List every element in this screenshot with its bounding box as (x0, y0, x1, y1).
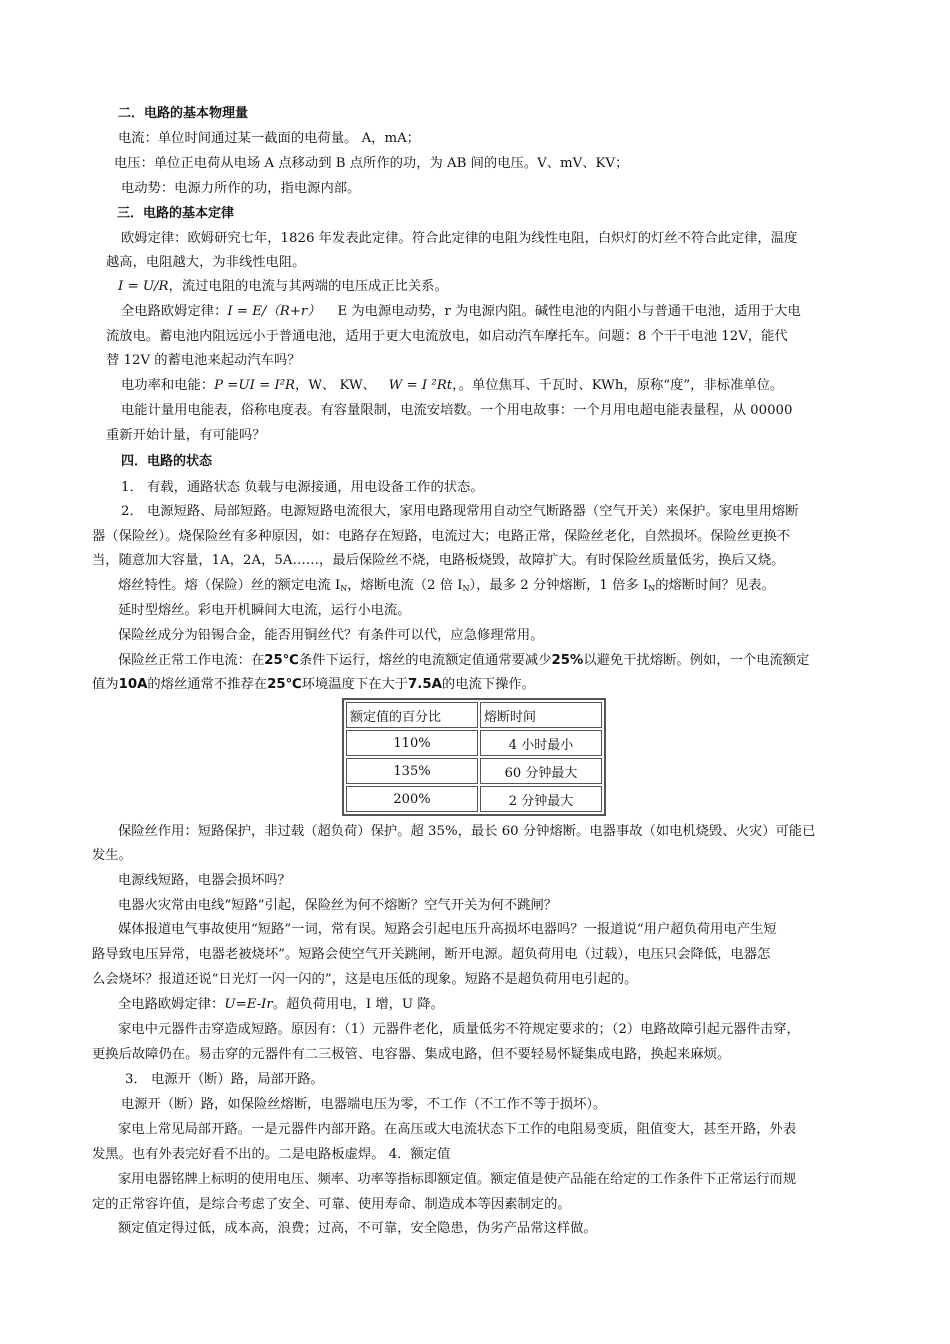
ohm-formula: I = U/R (118, 279, 169, 294)
power-desc: ，。单位焦耳、千瓦时、KWh，原称“度”，非标准单位。 (452, 378, 784, 393)
paragraph-line: 电压：单位正电荷从电场 A 点移动到 B 点所作的功，为 AB 间的电压。V、mV、KV； (114, 156, 629, 171)
table-row (346, 758, 602, 784)
formula-lead: 电功率和电能： (121, 378, 215, 393)
table-cell: 110% (346, 730, 478, 756)
paragraph-line: 3． 电源开（断）路，局部开路。 (125, 1072, 324, 1087)
paragraph-line: 1． 有载，通路状态 负载与电源接通，用电设备工作的状态。 (121, 480, 484, 495)
paragraph-line: 保险丝作用：短路保护，非过载（超负荷）保护。超 35%，最长 60 分钟熔断。电器事故（如电机烧毁、火灾）可能已 (118, 824, 816, 839)
bold-value: 25℃ (264, 653, 299, 668)
paragraph-line: 2． 电源短路、局部短路。电源短路电流很大，家用电路现常用自动空气断路器（空气开关）来保护。家电里用熔断 (121, 504, 799, 519)
paragraph-line: 流放电。蓄电池内阻远远小于普通电池，适用于更大电流放电，如启动汽车摩托车。问题：8 个干干电池 12V，能代 (106, 329, 788, 344)
power-formula: P =UI = I²R (214, 378, 296, 393)
fuse-table (342, 698, 606, 816)
paragraph-line: 额定值定得过低，成本高，浪费；过高，不可靠，安全隐患，伪劣产品常这样做。 (118, 1221, 597, 1236)
table-row (346, 786, 602, 812)
section-heading: 四．电路的状态 (121, 454, 213, 469)
text-run: 的熔断时间？见表。 (655, 578, 775, 593)
formula-desc: E 为电源电动势，r 为电源内阻。碱性电池的内阻小与普通干电池，适用于大电 (337, 304, 801, 319)
paragraph-line: 替 12V 的蓄电池来起动汽车吗？ (106, 353, 301, 368)
paragraph-line: 发生。 (92, 848, 132, 863)
section-heading: 二．电路的基本物理量 (118, 106, 249, 121)
text-run: 以避免干扰熔断。例如，一个电流额定 (583, 653, 810, 668)
paragraph-line: 电动势：电源力所作的功，指电源内部。 (121, 181, 361, 196)
paragraph-line: 越高，电阻越大，为非线性电阻。 (106, 255, 306, 270)
bold-value: 25% (551, 653, 584, 668)
paragraph-line (121, 376, 783, 396)
paragraph-line: 家电上常见局部开路。一是元器件内部开路。在高压或大电流状态下工作的电阻易变质，阻值变大，甚至开路，外表 (118, 1122, 797, 1137)
formula-lead: 全电路欧姆定律： (121, 304, 228, 319)
table-cell: 135% (346, 758, 478, 784)
full-ohm-formula: I = E/（R+r） (227, 304, 321, 319)
paragraph-line: 路导致电压异常，电器老被烧坏”。短路会使空气开关跳闸，断开电源。超负荷用电（过载），电压只会降低，电器怎 (92, 947, 771, 962)
subscript-n: N (462, 584, 470, 593)
paragraph-line (118, 576, 775, 599)
formula-lead: 全电路欧姆定律： (118, 997, 225, 1012)
paragraph-line: 欧姆定律：欧姆研究七年，1826 年发表此定律。符合此定律的电阻为线性电阻，白炽灯的灯丝不符合此定律，温度 (121, 231, 798, 246)
paragraph-line: 定的正常容许值，是综合考虑了安全、可靠、使用寿命、制造成本等因素制定的。 (92, 1197, 571, 1212)
text-run: 的电流下操作。 (441, 677, 535, 692)
paragraph-line: 重新开始计量，有可能吗？ (106, 428, 266, 443)
table-cell: 200% (346, 786, 478, 812)
table-cell: 4 小时最小 (480, 730, 602, 756)
ohm-formula-desc: ，流过电阻的电流与其两端的电压成正比关系。 (168, 279, 448, 294)
paragraph-line (118, 277, 448, 297)
section-heading: 三．电路的基本定律 (117, 206, 235, 221)
paragraph-line: 电流：单位时间通过某一截面的电荷量。 A，mA； (118, 131, 420, 146)
power-units: ，W、 KW、 (295, 378, 376, 393)
text-run: 值为 (92, 677, 119, 692)
text-run: ，熔断电流（2 倍 I (347, 578, 463, 593)
paragraph-line: 家用电器铭牌上标明的使用电压、频率、功率等指标即额定值。额定值是使产品能在给定的工作条件下正常运行而规 (118, 1172, 797, 1187)
paragraph-line: 保险丝成分为铅锡合金，能否用铜丝代？有条件可以代，应急修理常用。 (118, 628, 544, 643)
bold-value: 25℃ (267, 677, 302, 692)
paragraph-line (118, 651, 809, 671)
subscript-n: N (648, 584, 656, 593)
table-header-cell: 熔断时间 (480, 702, 602, 728)
text-run: 环境温度下在大于 (301, 677, 409, 692)
paragraph-line (92, 675, 535, 695)
bold-value: 7.5A (408, 677, 442, 692)
paragraph-line: 电源线短路，电器会损坏吗？ (118, 873, 291, 888)
paragraph-line: 媒体报道电气事故使用“短路”一词，常有误。短路会引起电压升高损坏电器吗？一报道说“用户超负荷用电产生短 (118, 922, 777, 937)
paragraph-line: 器（保险丝）。烧保险丝有多种原因，如：电路存在短路，电流过大；电路正常，保险丝老化，自然损坏。保险丝更换不 (92, 529, 791, 544)
table-header-row (346, 702, 602, 728)
bold-value: 10A (118, 677, 148, 692)
paragraph-line (118, 995, 444, 1015)
paragraph-line: 家电中元器件击穿造成短路。原因有：（1）元器件老化，质量低劣不符规定要求的；（2）电路故障引起元器件击穿， (118, 1022, 800, 1037)
text-run: 保险丝正常工作电流：在 (118, 653, 265, 668)
full-ohm-formula-2: U=E-Ir (224, 997, 273, 1012)
table-cell: 2 分钟最大 (480, 786, 602, 812)
paragraph-line: 当，随意加大容量，1A，2A，5A……，最后保险丝不烧，电路板烧毁，故障扩大。有时保险丝质量低劣，换后又烧。 (92, 553, 785, 568)
text-run: ），最多 2 分钟熔断，1 倍多 I (469, 578, 649, 593)
text-run: 条件下运行，熔丝的电流额定值通常要减少 (298, 653, 552, 668)
table-cell: 60 分钟最大 (480, 758, 602, 784)
subscript-n: N (340, 584, 348, 593)
energy-formula: W = I ²Rt (388, 378, 453, 393)
paragraph-line: 延时型熔丝。彩电开机瞬间大电流，运行小电流。 (118, 603, 411, 618)
text-run: 熔丝特性。熔（保险）丝的额定电流 I (118, 578, 341, 593)
paragraph-line: 么会烧坏？报道还说“日光灯一闪一闪的”，这是电压低的现象。短路不是超负荷用电引起的。 (92, 972, 638, 987)
paragraph-line: 更换后故障仍在。易击穿的元器件有二三极管、电容器、集成电路，但不要轻易怀疑集成电路，换起来麻烦。 (92, 1047, 731, 1062)
paragraph-line: 发黑。也有外表完好看不出的。二是电路板虚焊。 4．额定值 (92, 1147, 451, 1162)
paragraph-line: 电能计量用电能表，俗称电度表。有容量限制，电流安培数。一个用电故事：一个月用电超电能表量程，从 00000 (121, 403, 793, 418)
paragraph-line (121, 302, 801, 322)
table-header-cell: 额定值的百分比 (346, 702, 478, 728)
paragraph-line: 电源开（断）路，如保险丝熔断，电器端电压为零，不工作（不工作不等于损坏）。 (121, 1097, 607, 1112)
paragraph-line: 电器火灾常由电线“短路”引起，保险丝为何不熔断？空气开关为何不跳闸？ (118, 898, 558, 913)
formula-desc: 。超负荷用电，I 增，U 降。 (272, 997, 444, 1012)
text-run: 的熔丝通常不推荐在 (147, 677, 268, 692)
table-row (346, 730, 602, 756)
